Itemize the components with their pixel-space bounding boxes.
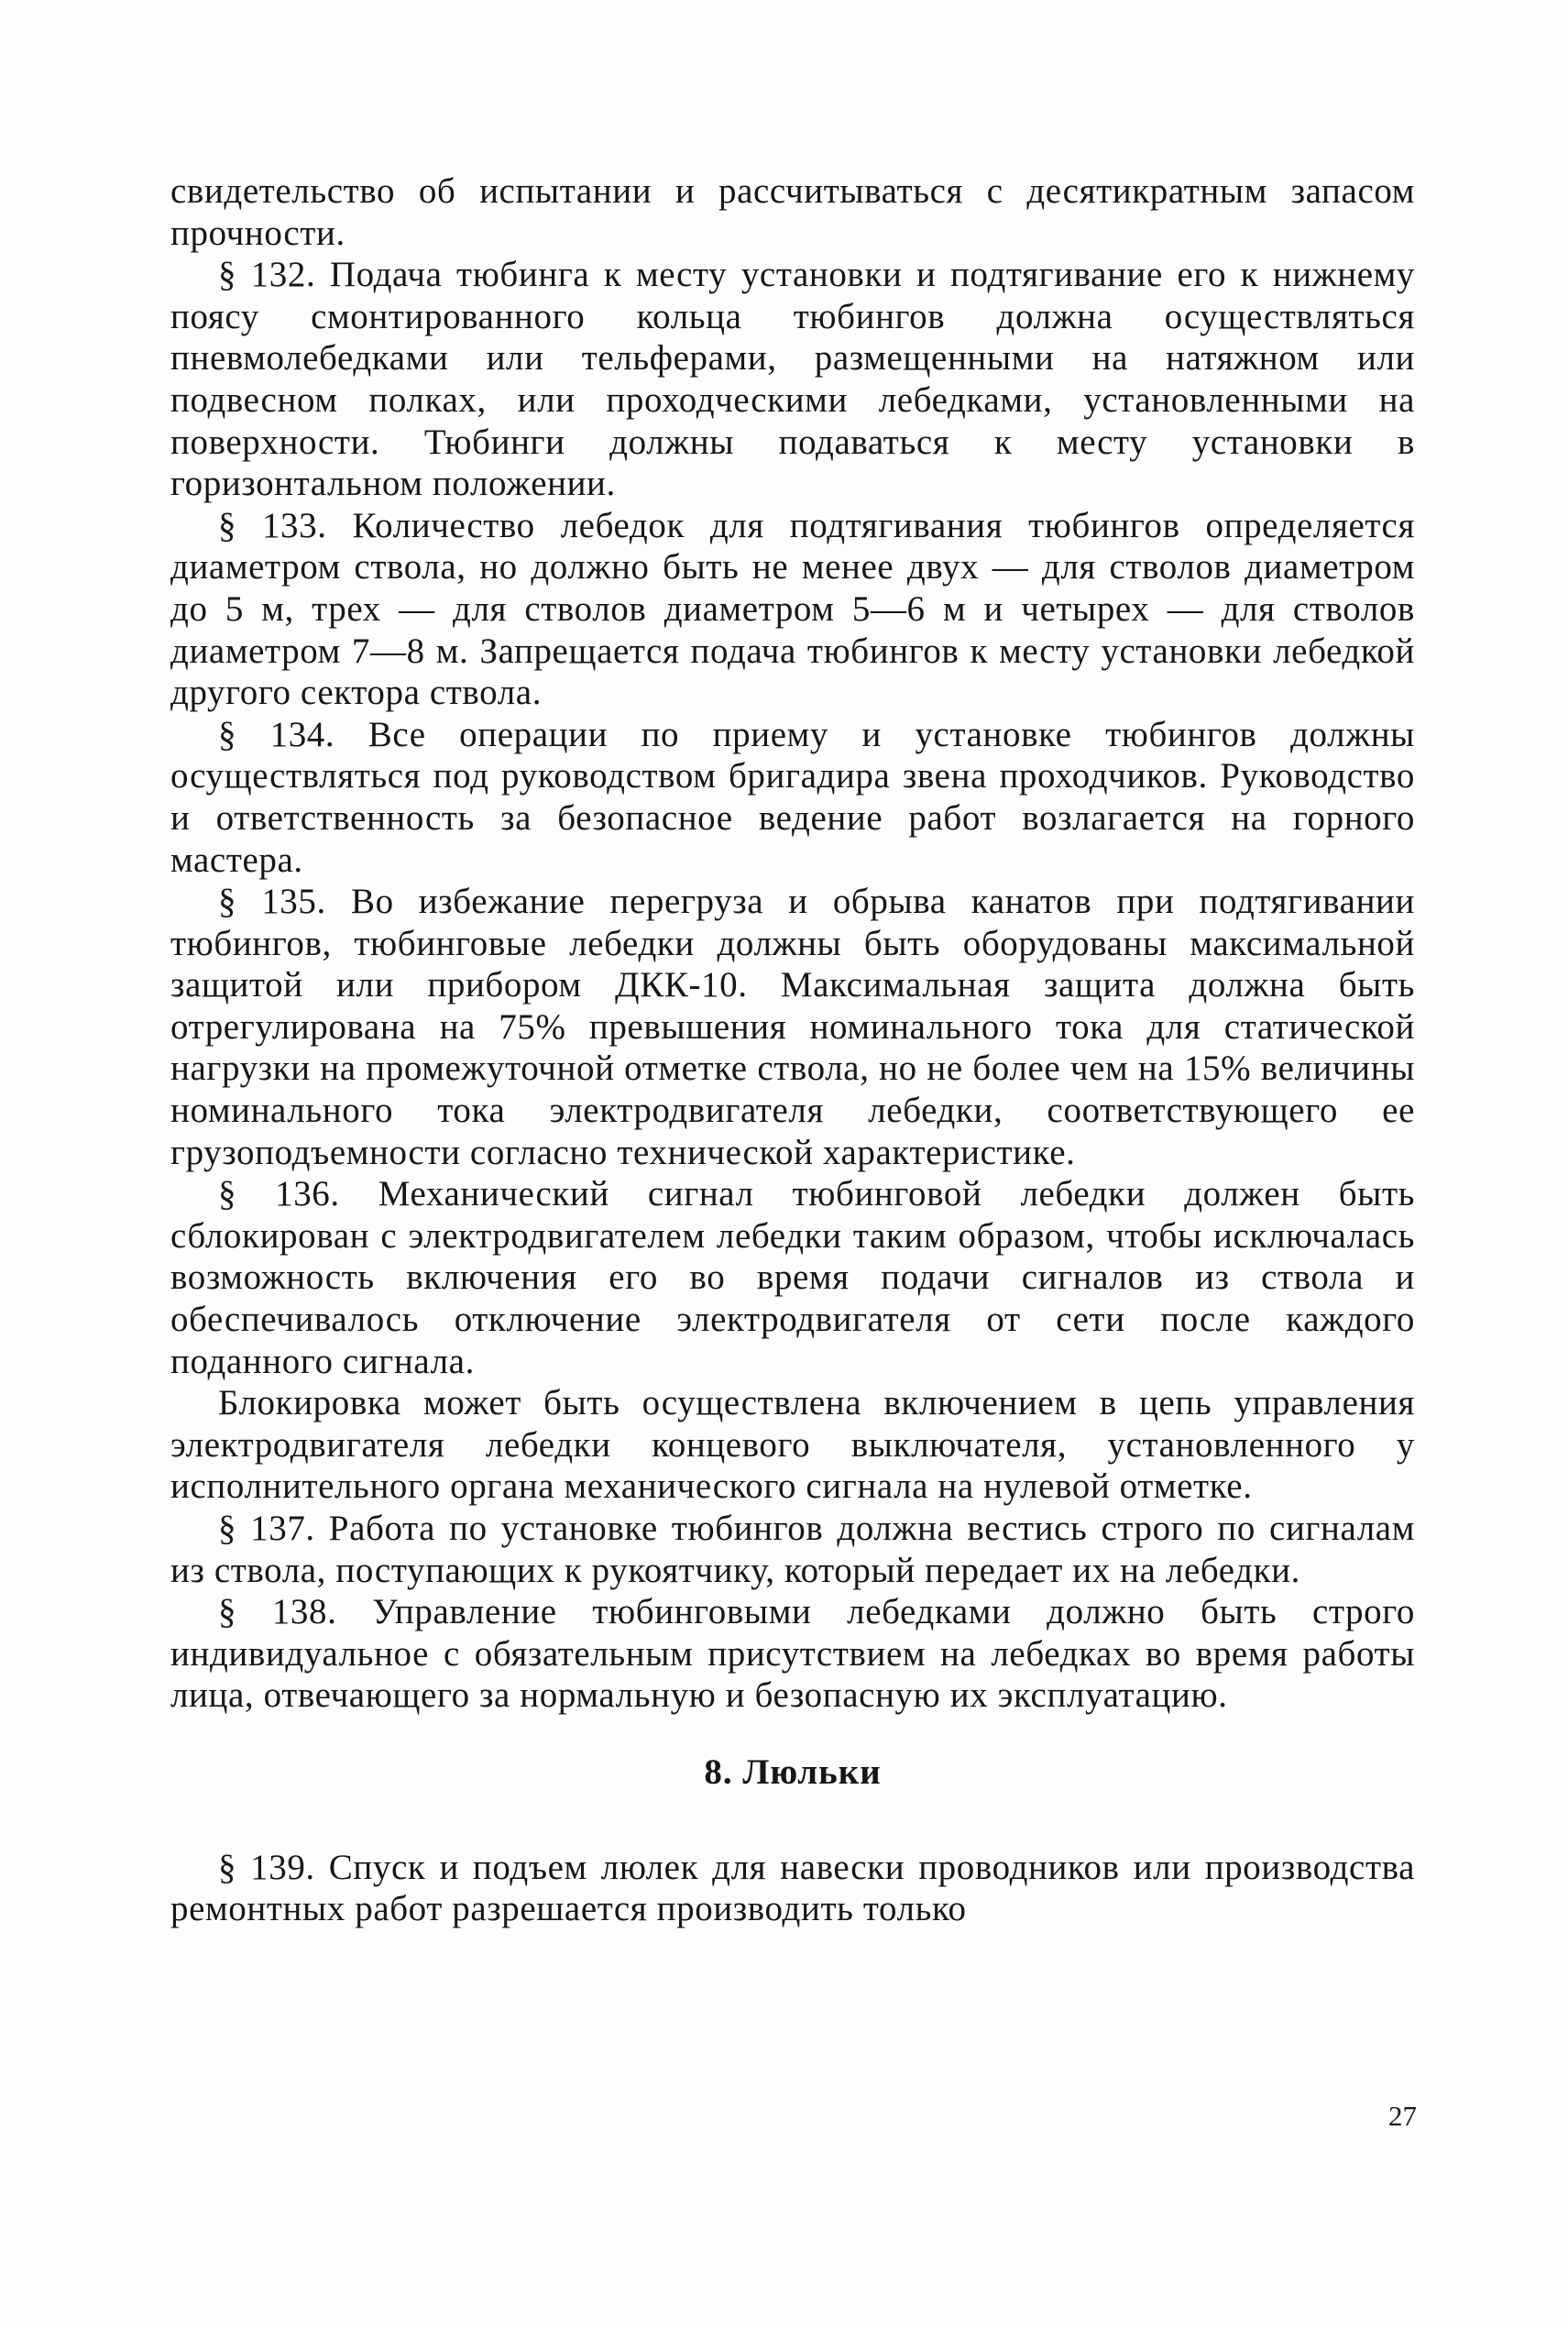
section-heading: 8. Люльки — [704, 1751, 882, 1792]
paragraph-133: § 133. Количество лебедок для подтягивания тюбингов определяется диаметром ствола, но должно быть не менее двух — для стволов диаметром до 5 м, трех — для стволов диаметром 5—6 м и четырех — для стволов диаметром 7—8 м. Запрещается подача тюбингов к месту установки лебедкой другого сектора ствола. — [170, 505, 1415, 713]
paragraph-137: § 137. Работа по установке тюбингов должна вестись строго по сигналам из ствола, поступающих к рукоятчику, который передает их на лебедки. — [170, 1509, 1415, 1590]
paragraph-132: § 132. Подача тюбинга к месту установки и подтягивание его к нижнему поясу смонтированного кольца тюбингов должна осуществляться пневмолебедками или тельферами, размещенными на натяжном или подвесном полках, или проходческими лебедками, установленными на поверхности. Тюбинги должны подаваться к месту установки в горизонтальном положении. — [170, 255, 1415, 504]
continuation-paragraph: свидетельство об испытании и рассчитываться с десятикратным запасом прочности. — [170, 171, 1415, 253]
page-number: 27 — [1388, 2100, 1417, 2132]
paragraph-139: § 139. Спуск и подъем люлек для навески проводников или производства ремонтных работ разрешается производить только — [170, 1847, 1415, 1929]
paragraph-136: § 136. Механический сигнал тюбинговой лебедки должен быть сблокирован с электродвигателем лебедки таким образом, чтобы исключалась возможность включения его во время подачи сигналов из ствола и обеспечивалось отключение электродвигателя от сети после каждого поданного сигнала. — [170, 1174, 1415, 1381]
paragraph-134: § 134. Все операции по приему и установке тюбингов должны осуществляться под руководством бригадира звена проходчиков. Руководство и ответственность за безопасное ведение работ возлагается на горного мастера. — [170, 714, 1415, 880]
paragraph-interlock: Блокировка может быть осуществлена включением в цепь управления электродвигателя лебедки концевого выключателя, установленного у исполнительного органа механического сигнала на нулевой отметке. — [170, 1383, 1415, 1507]
paragraph-135: § 135. Во избежание перегруза и обрыва канатов при подтягивании тюбингов, тюбинговые лебедки должны быть оборудованы максимальной защитой или прибором ДКК-10. Максимальная защита должна быть отрегулирована на 75% превышения номинального тока для статической нагрузки на промежуточной отметке ствола, но не более чем на 15% величины номинального тока электродвигателя лебедки, соответствующего ее грузоподъемности согласно технической характеристике. — [170, 882, 1415, 1172]
paragraph-138: § 138. Управление тюбинговыми лебедками должно быть строго индивидуальное с обязательным присутствием на лебедках во время работы лица, отвечающего за нормальную и безопасную их эксплуатацию. — [170, 1592, 1415, 1716]
body-text — [170, 170, 1415, 1930]
